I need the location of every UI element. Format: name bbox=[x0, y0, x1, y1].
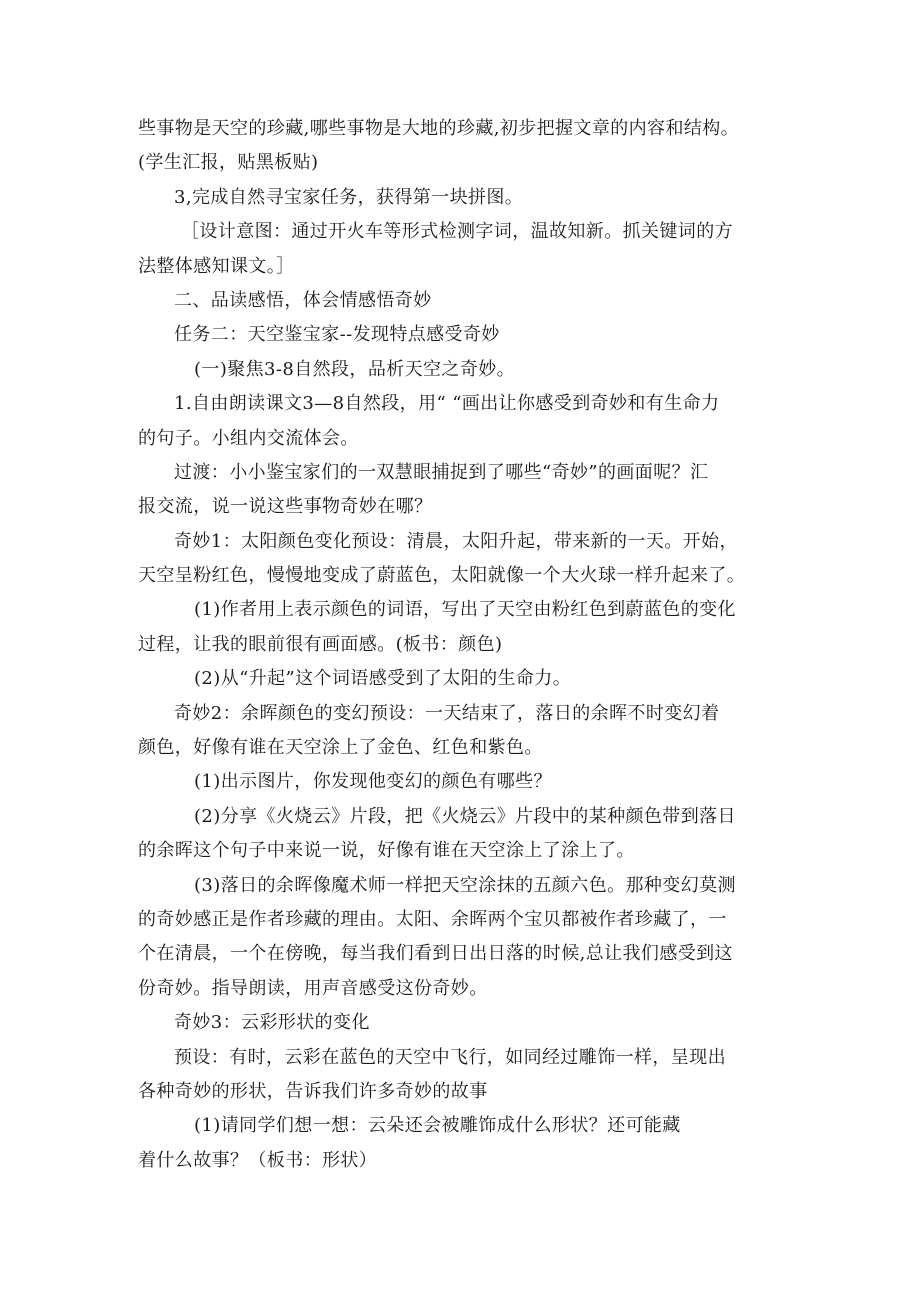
text-line: 着什么故事？（板书：形状） bbox=[138, 1149, 378, 1171]
text-line: 1.自由朗读课文3—8自然段，用“ “画出让你感受到奇妙和有生命力 bbox=[174, 393, 720, 415]
text-line: (3)落日的余晖像魔术师一样把天空涂抹的五颜六色。那种变幻莫测 bbox=[194, 874, 736, 896]
text-line: 3,完成自然寻宝家任务，获得第一块拼图。 bbox=[174, 186, 524, 208]
design-intent-line: 法整体感知课文。］ bbox=[138, 255, 295, 277]
text-line: 些事物是天空的珍藏,哪些事物是大地的珍藏,初步把握文章的内容和结构。 bbox=[138, 118, 740, 139]
text-line: 各种奇妙的形状，告诉我们许多奇妙的故事 bbox=[138, 1080, 488, 1102]
text-line: 天空呈粉红色，慢慢地变成了蔚蓝色，太阳就像一个大火球一样升起来了。 bbox=[138, 565, 746, 587]
text-line: (学生汇报，贴黑板贴) bbox=[138, 152, 319, 174]
task-heading: 任务二：天空鉴宝家--发现特点感受奇妙 bbox=[174, 324, 500, 346]
text-line: 奇妙1：太阳颜色变化预设：清晨，太阳升起，带来新的一天。开始， bbox=[174, 530, 738, 552]
text-line: 奇妙3：云彩形状的变化 bbox=[174, 1012, 370, 1034]
document-body bbox=[138, 112, 788, 1178]
text-line: 的余晖这个句子中来说一说，好像有谁在天空涂上了涂上了。 bbox=[138, 840, 635, 862]
text-line: (1)作者用上表示颜色的词语，写出了天空由粉红色到蔚蓝色的变化 bbox=[194, 599, 736, 621]
text-line: (2)分享《火烧云》片段，把《火烧云》片段中的某种颜色带到落日 bbox=[194, 805, 736, 827]
text-line: 的奇妙感正是作者珍藏的理由。太阳、余晖两个宝贝都被作者珍藏了，一 bbox=[138, 908, 727, 930]
text-line: 个在清晨，一个在傍晚，每当我们看到日出日落的时候,总让我们感受到这 bbox=[138, 943, 733, 965]
subsection-heading: (一)聚焦3-8自然段，品析天空之奇妙。 bbox=[194, 358, 516, 380]
text-line: 预设：有时，云彩在蓝色的天空中飞行，如同经过雕饰一样，呈现出 bbox=[174, 1046, 726, 1068]
text-line: (2)从“升起”这个词语感受到了太阳的生命力。 bbox=[194, 668, 572, 690]
text-line: 过程，让我的眼前很有画面感。(板书：颜色) bbox=[138, 633, 503, 655]
text-line: 过渡：小小鉴宝家们的一双慧眼捕捉到了哪些“奇妙”的画面呢？汇 bbox=[174, 461, 709, 483]
text-line: (1)出示图片，你发现他变幻的颜色有哪些？ bbox=[194, 771, 552, 793]
section-heading: 二、品读感悟，体会情感悟奇妙 bbox=[174, 289, 432, 311]
text-line: 份奇妙。指导朗读，用声音感受这份奇妙。 bbox=[138, 977, 488, 999]
text-line: 报交流，说一说这些事物奇妙在哪？ bbox=[138, 496, 433, 518]
text-line: (1)请同学们想一想：云朵还会被雕饰成什么形状？还可能藏 bbox=[194, 1115, 681, 1137]
text-line: 的句子。小组内交流体会。 bbox=[138, 427, 359, 449]
text-line: 奇妙2：余晖颜色的变幻预设：一天结束了，落日的余晖不时变幻着 bbox=[174, 702, 720, 724]
text-line: 颜色，好像有谁在天空涂上了金色、红色和紫色。 bbox=[138, 737, 543, 759]
design-intent-line: ［设计意图：通过开火车等形式检测字词，温故知新。抓关键词的方 bbox=[181, 221, 733, 243]
